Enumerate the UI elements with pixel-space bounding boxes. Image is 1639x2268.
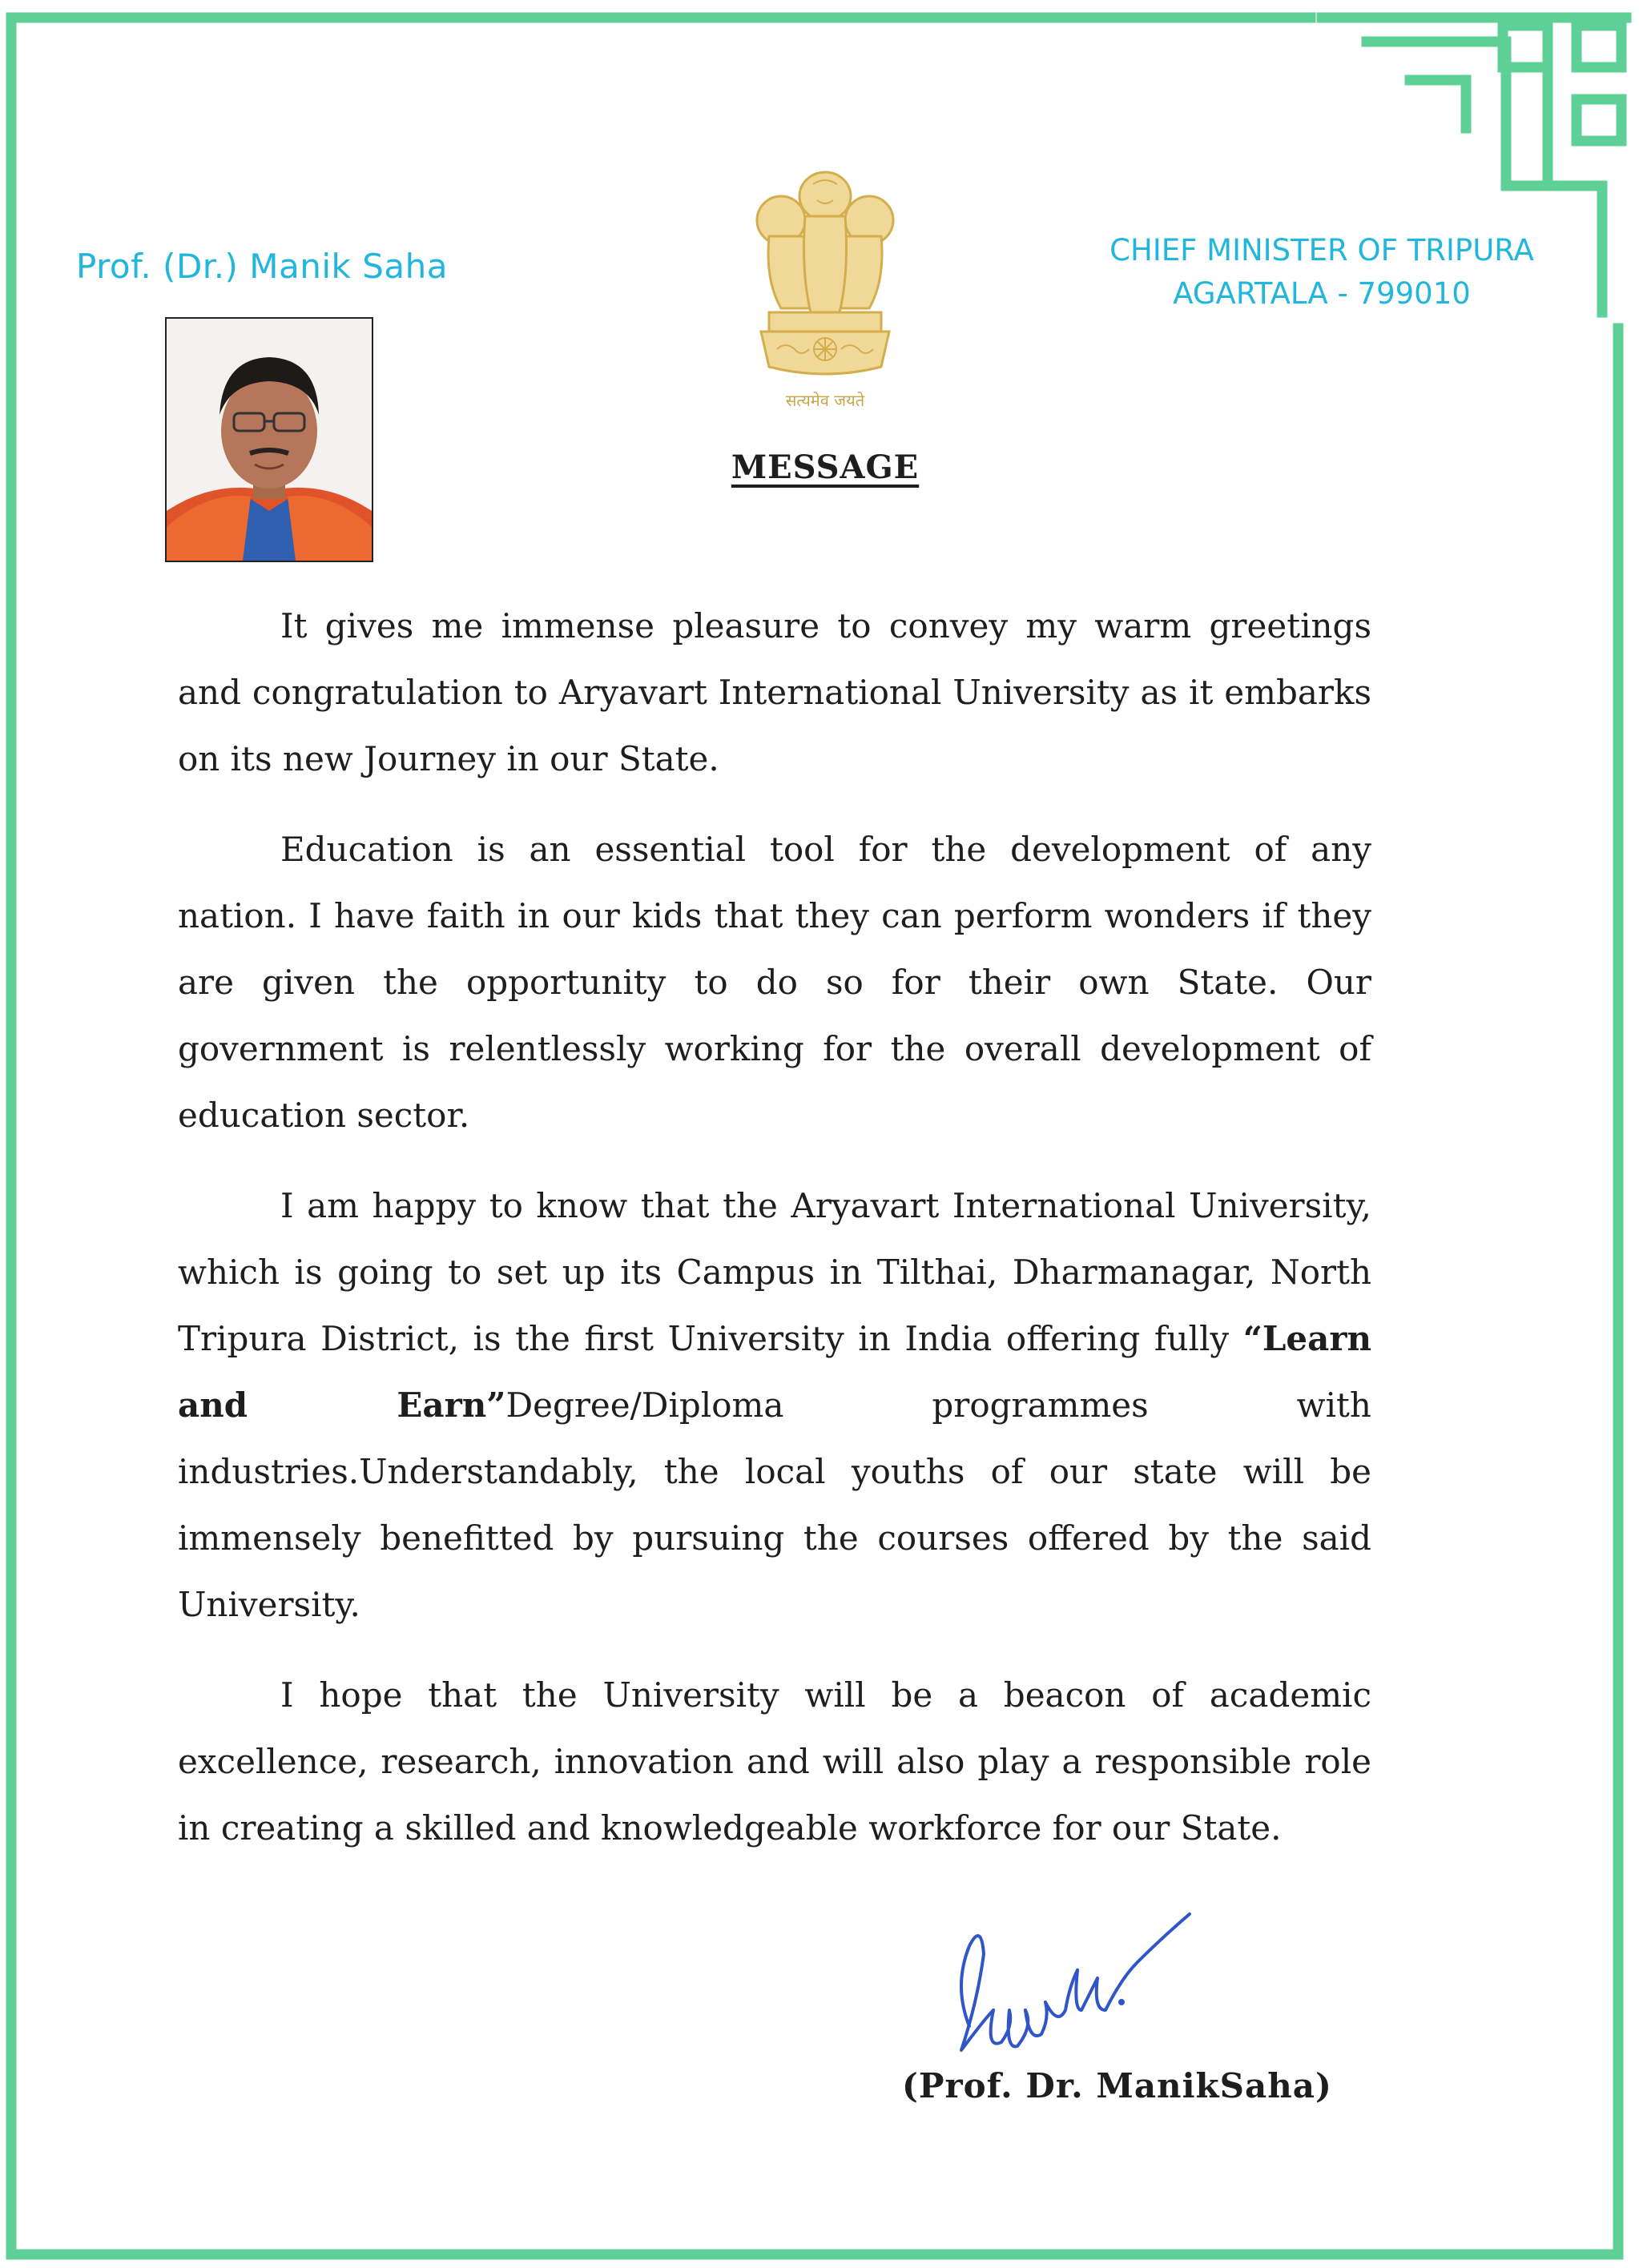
office-title: CHIEF MINISTER OF TRIPURA	[1109, 233, 1534, 267]
paragraph-2: Education is an essential tool for the development of any nation. I have faith in our kids that they can perform wonders if they are given the opportunity to do so for their own State. Our government is relentlessly working for the overall development of education sector.	[178, 830, 1371, 1135]
portrait-photo	[165, 317, 373, 562]
message-title: MESSAGE	[731, 448, 920, 486]
office-address: AGARTALA - 799010	[1173, 276, 1471, 311]
paragraph-3-start: I am happy to know that the Aryavart International University, which is going to set up its Campus in Tilthai, Dharmanagar, North Tripura District, is the first University in India offering fully	[178, 1186, 1371, 1358]
paragraph-4: I hope that the University will be a beacon of academic excellence, research, innovation and will also play a responsible role in creating a skilled and knowledgeable workforce for our State.	[178, 1675, 1371, 1848]
emblem-motto: सत्यमेव जयते	[785, 391, 865, 410]
signatory-name: (Prof. Dr. ManikSaha)	[902, 2066, 1332, 2105]
header-office	[1105, 229, 1538, 316]
paragraph-3-end: Degree/Diploma programmes with industries.Understandably, the local youths of our state will be immensely benefitted by pursuing the courses offered by the said University.	[178, 1385, 1371, 1624]
paragraph-3	[178, 1172, 1371, 1638]
national-emblem-icon	[737, 160, 913, 416]
header-name: Prof. (Dr.) Manik Saha	[76, 247, 448, 286]
learn-and-earn-emphasis: “Learn and Earn”	[178, 1319, 1371, 1425]
message-body	[178, 593, 1371, 1885]
paragraph-1: It gives me immense pleasure to convey my warm greetings and congratulation to Aryavart International University as it embarks on its new Journey in our State.	[178, 606, 1371, 778]
handwritten-signature	[937, 1890, 1226, 2082]
